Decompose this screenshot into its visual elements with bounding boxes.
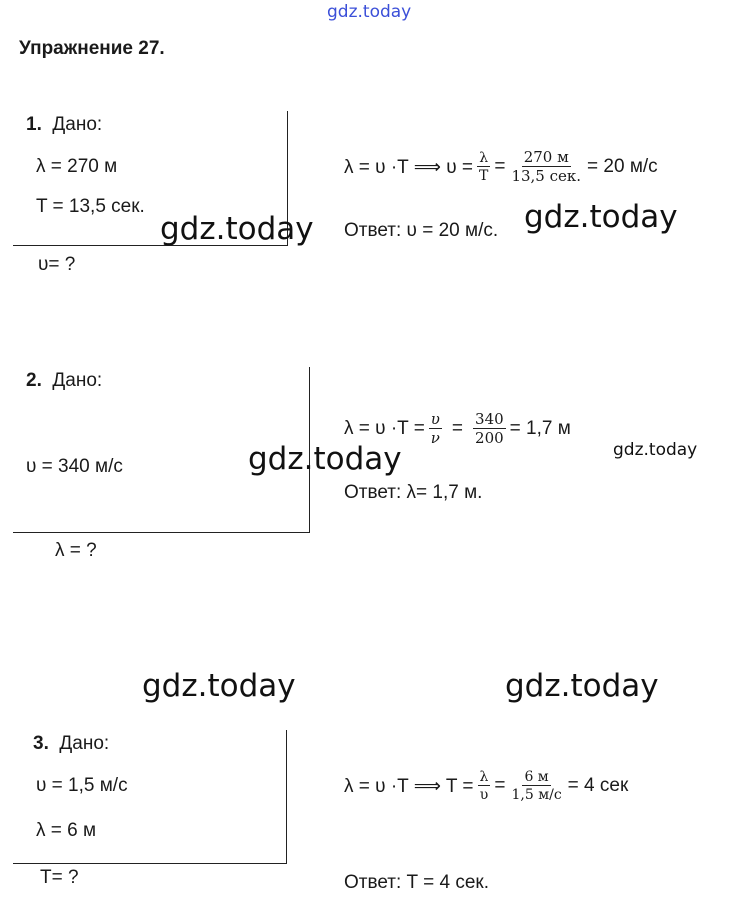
- task-2-given-label: Дано:: [52, 370, 103, 391]
- task-2-given-speed: υ = 340 м/с: [26, 456, 123, 477]
- task-1-formula-lhs: λ = υ ·T ⟹ υ =: [344, 156, 473, 178]
- task-3-formula: [344, 770, 628, 802]
- task-2-fraction-1: [429, 412, 442, 446]
- task-1-find: υ= ?: [38, 254, 76, 275]
- task-2-fraction-1-den: ν: [430, 429, 440, 447]
- task-1-formula-result: = 20 м/с: [587, 156, 658, 177]
- task-3-fraction-2-den: 1,5 м/с: [511, 787, 562, 803]
- task-3-fraction-1-den: υ: [479, 787, 489, 803]
- task-2-find: λ = ?: [55, 540, 97, 561]
- task-3-fraction-1-num: λ: [479, 769, 489, 785]
- watermark-top: gdz.today: [327, 2, 412, 22]
- watermark-6: gdz.today: [505, 668, 659, 704]
- task-3-fraction-1: [478, 770, 491, 802]
- task-1-given-period: T = 13,5 сек.: [36, 196, 145, 217]
- task-2-formula-lhs: λ = υ ·T =: [344, 418, 425, 439]
- task-2-horizontal-divider: [13, 532, 310, 533]
- task-3-horizontal-divider: [13, 863, 287, 864]
- task-3-formula-eq: =: [494, 775, 506, 796]
- task-1-answer: Ответ: υ = 20 м/с.: [344, 220, 499, 241]
- watermark-5: gdz.today: [142, 668, 296, 704]
- task-1-formula: [344, 150, 658, 184]
- task-3-find: T= ?: [40, 867, 79, 888]
- task-2-fraction-2-num: 340: [475, 410, 504, 428]
- task-2-number: 2.: [26, 370, 42, 391]
- watermark-1: gdz.today: [160, 211, 314, 247]
- task-3-header: [33, 733, 109, 755]
- task-3-formula-result: = 4 сек: [567, 775, 629, 796]
- task-3-given-speed: υ = 1,5 м/с: [36, 775, 128, 796]
- task-2-fraction-1-num: υ: [430, 410, 440, 428]
- task-1-formula-eq: =: [494, 156, 506, 177]
- watermark-3: gdz.today: [248, 441, 402, 477]
- task-1-fraction-1-den: T: [478, 168, 489, 184]
- task-1-fraction-2-num: 270 м: [523, 148, 569, 166]
- task-3-answer: Ответ: T = 4 сек.: [344, 872, 489, 893]
- watermark-2: gdz.today: [524, 199, 678, 235]
- task-1-fraction-1-num: λ: [479, 150, 489, 166]
- task-1-header: [26, 114, 102, 136]
- task-1-fraction-2: [509, 150, 583, 184]
- task-3-formula-lhs: λ = υ ·T ⟹ T =: [344, 775, 474, 797]
- task-3-given-wavelength: λ = 6 м: [36, 820, 97, 841]
- task-2-formula-result: = 1,7 м: [509, 418, 571, 439]
- task-2-formula-eq: =: [451, 418, 464, 439]
- task-3-fraction-2-num: 6 м: [524, 769, 549, 785]
- page-title: Упражнение 27.: [19, 38, 165, 59]
- task-1-number: 1.: [26, 114, 42, 135]
- task-2-fraction-2-den: 200: [475, 429, 504, 447]
- task-3-fraction-2: [510, 770, 564, 802]
- watermark-4: gdz.today: [613, 440, 698, 460]
- task-1-fraction-1: [477, 151, 490, 183]
- task-1-given-wavelength: λ = 270 м: [36, 156, 118, 177]
- task-3-number: 3.: [33, 733, 49, 754]
- task-2-fraction-2: [473, 412, 506, 446]
- task-2-answer: Ответ: λ= 1,7 м.: [344, 482, 483, 503]
- task-3-vertical-divider: [286, 730, 287, 864]
- task-3-given-label: Дано:: [59, 733, 110, 754]
- task-1-given-label: Дано:: [52, 114, 103, 135]
- task-1-fraction-2-den: 13,5 сек.: [511, 167, 582, 185]
- task-2-header: [26, 370, 102, 392]
